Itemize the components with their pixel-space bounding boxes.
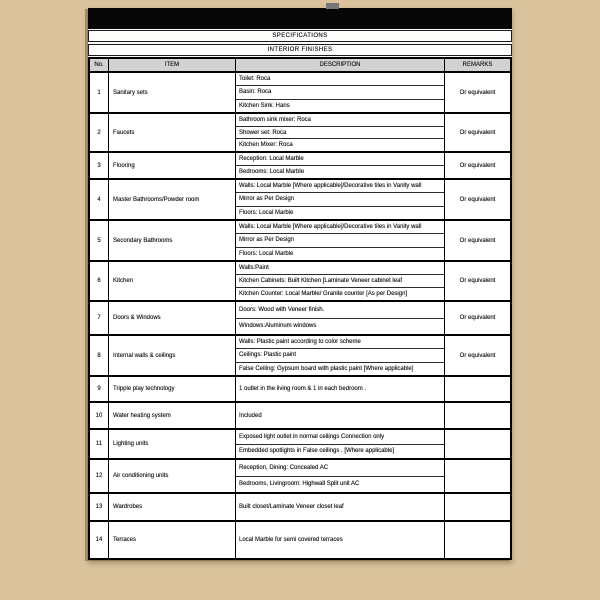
row-number-cell: 12 xyxy=(90,460,109,492)
remarks-cell: Or equivalent xyxy=(459,352,496,359)
column-header-no: No. xyxy=(90,59,109,71)
remarks-cell xyxy=(445,430,510,458)
description-line: Mirror as Per Design xyxy=(236,234,444,247)
description-line: Walls: Local Marble [Where applicable]/Decorative tiles in Vanity wall xyxy=(236,221,444,234)
description-cell xyxy=(236,430,445,458)
interior-finishes-banner xyxy=(88,44,512,56)
table-row xyxy=(90,260,510,300)
description-cell xyxy=(236,336,445,375)
description-cell xyxy=(236,302,445,334)
description-line: Local Marble for semi covered terraces xyxy=(239,537,343,543)
item-cell: Internal walls & ceilings xyxy=(109,336,236,375)
row-number-cell: 3 xyxy=(90,153,109,178)
table-row xyxy=(90,219,510,260)
description-line: Windows:Aluminum windows xyxy=(239,323,317,330)
remarks-cell: Or equivalent xyxy=(459,196,496,203)
description-cell xyxy=(236,262,445,300)
item-cell: Lighting units xyxy=(109,430,236,458)
description-cell xyxy=(236,494,445,520)
row-number-cell: 14 xyxy=(90,522,109,558)
item-cell: Master Bathrooms/Powder room xyxy=(109,180,236,219)
remarks-cell: Or equivalent xyxy=(459,237,496,244)
table-row xyxy=(90,300,510,334)
spec-table-body xyxy=(90,71,510,558)
table-row xyxy=(90,458,510,492)
description-cell xyxy=(236,180,445,219)
table-row xyxy=(90,428,510,458)
description-line: 1 outlet in the living room & 1 in each bedroom . xyxy=(239,386,367,392)
specifications-banner xyxy=(88,30,512,42)
column-header-description: DESCRIPTION xyxy=(236,59,445,71)
remarks-cell xyxy=(445,460,510,492)
description-line: Exposed light outlet in normal ceilings Connection only xyxy=(236,430,444,445)
description-line: Bedrooms, Livingroom: Highwall Split unit AC xyxy=(239,481,360,488)
item-cell: Secondary Bathrooms xyxy=(109,221,236,260)
row-number-cell: 13 xyxy=(90,494,109,520)
description-line: Kitchen Counter: Local Marble/ Granite counter [As per Design] xyxy=(239,291,408,297)
description-line: Basin: Roca xyxy=(236,86,444,99)
description-line: Kitchen Sink: Hans xyxy=(239,102,290,109)
description-line: Doors: Wood with Veneer finish. xyxy=(236,302,444,319)
item-cell: Terraces xyxy=(109,522,236,558)
description-cell xyxy=(236,73,445,112)
column-header-item: ITEM xyxy=(109,59,236,71)
remarks-cell xyxy=(445,403,510,428)
table-row xyxy=(90,492,510,520)
item-cell: Water heating system xyxy=(109,403,236,428)
row-number-cell: 6 xyxy=(90,262,109,300)
description-cell xyxy=(236,221,445,260)
item-cell: Air conditioning units xyxy=(109,460,236,492)
description-line: Reception, Dining: Concealed AC xyxy=(236,460,444,477)
description-cell xyxy=(236,460,445,492)
description-line: Bedrooms: Local Marble xyxy=(239,169,305,175)
description-line: Included xyxy=(239,412,262,419)
description-line: Embedded spotlights in False ceilings . [Where applicable] xyxy=(239,448,395,455)
description-line: Ceilings: Plastic paint xyxy=(236,349,444,362)
specifications-table xyxy=(88,57,512,560)
table-row xyxy=(90,401,510,428)
remarks-cell xyxy=(445,522,510,558)
description-line: Kitchen Cabinets: Built Kitchen [Laminate Veneer cabinet leaf xyxy=(236,275,444,288)
row-number-cell: 2 xyxy=(90,114,109,151)
row-number-cell: 7 xyxy=(90,302,109,334)
document-title-bar xyxy=(88,8,512,29)
remarks-cell: Or equivalent xyxy=(459,129,496,136)
item-cell: Tripple play technology xyxy=(109,377,236,401)
item-cell: Faucets xyxy=(109,114,236,151)
row-number-cell: 8 xyxy=(90,336,109,375)
row-number-cell: 9 xyxy=(90,377,109,401)
table-row xyxy=(90,71,510,112)
description-line: Reception: Local Marble xyxy=(236,153,444,166)
row-number-cell: 4 xyxy=(90,180,109,219)
description-cell xyxy=(236,403,445,428)
description-line: Walls: Local Marble [Where applicable]/Decorative tiles in Vanity wall xyxy=(236,180,444,193)
description-cell xyxy=(236,522,445,558)
description-line: Walls:Paint xyxy=(236,262,444,275)
table-row xyxy=(90,375,510,401)
remarks-cell xyxy=(445,494,510,520)
row-number-cell: 5 xyxy=(90,221,109,260)
item-cell: Doors & Windows xyxy=(109,302,236,334)
remarks-cell: Or equivalent xyxy=(459,162,496,169)
item-cell: Wardrobes xyxy=(109,494,236,520)
row-number-cell: 10 xyxy=(90,403,109,428)
description-line: Built closet/Laminate Veneer closet leaf xyxy=(239,504,344,510)
remarks-cell xyxy=(445,377,510,401)
title-bar-notch xyxy=(326,3,339,9)
specifications-title: SPECIFICATIONS xyxy=(272,33,328,39)
row-number-cell: 1 xyxy=(90,73,109,112)
table-row xyxy=(90,112,510,151)
description-line: Shower set: Roca xyxy=(236,127,444,140)
document-page xyxy=(88,8,512,560)
item-cell: Kitchen xyxy=(109,262,236,300)
row-number-cell: 11 xyxy=(90,430,109,458)
table-row xyxy=(90,178,510,219)
table-header-row xyxy=(90,59,510,71)
table-row xyxy=(90,520,510,558)
remarks-cell: Or equivalent xyxy=(459,89,496,96)
remarks-cell: Or equivalent xyxy=(459,315,496,321)
interior-finishes-title: INTERIOR FINISHES xyxy=(267,47,333,53)
table-row xyxy=(90,151,510,178)
description-cell xyxy=(236,377,445,401)
table-row xyxy=(90,334,510,375)
description-cell xyxy=(236,153,445,178)
item-cell: Flooring xyxy=(109,153,236,178)
description-line: Floors: Local Marble xyxy=(239,250,294,257)
description-line: Walls: Plastic paint according to color scheme xyxy=(236,336,444,349)
column-header-remarks: REMARKS xyxy=(462,62,493,68)
remarks-cell: Or equivalent xyxy=(459,278,496,284)
description-line: False Ceiling: Gypsum board with plastic paint [Where applicable] xyxy=(239,365,414,372)
description-line: Kitchen Mixer: Roca xyxy=(239,142,293,149)
description-line: Bathroom sink mixer: Roca xyxy=(236,114,444,127)
description-line: Floors: Local Marble xyxy=(239,209,294,216)
description-line: Mirror as Per Design xyxy=(236,193,444,206)
description-cell xyxy=(236,114,445,151)
item-cell: Sanitary sets xyxy=(109,73,236,112)
description-line: Toilet: Roca xyxy=(236,73,444,86)
